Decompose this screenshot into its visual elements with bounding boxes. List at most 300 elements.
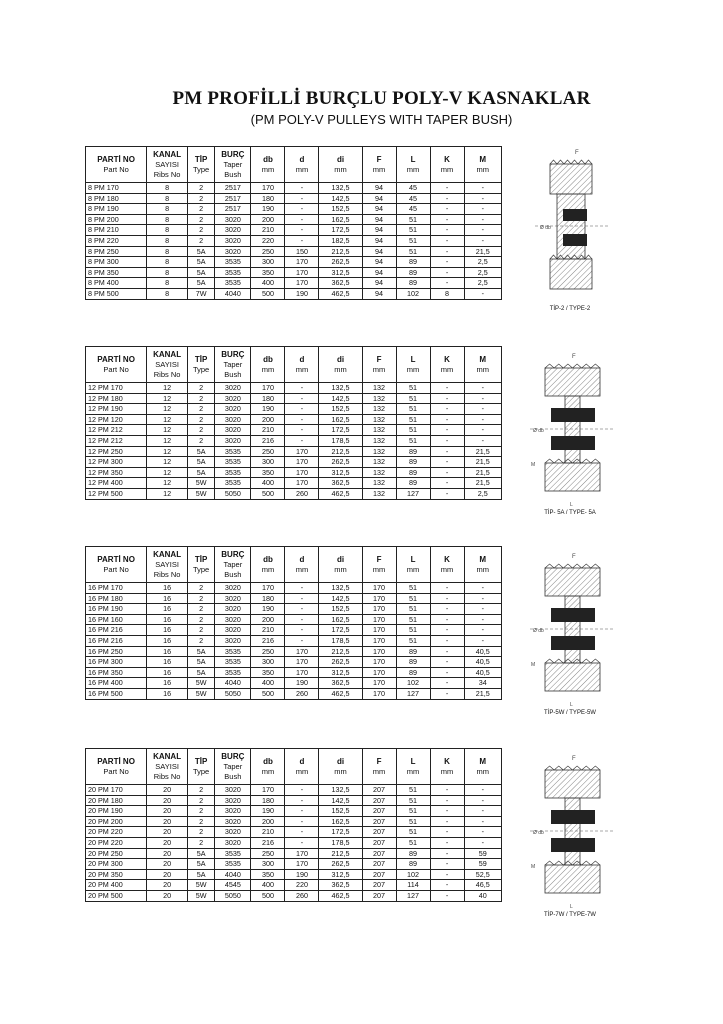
table-cell: 12: [147, 467, 188, 478]
cell-part-no: 8 PM 500: [86, 288, 147, 299]
table-cell: 3020: [215, 393, 251, 404]
table-cell: 4040: [215, 869, 251, 880]
table-cell: -: [285, 404, 319, 415]
table-cell: -: [430, 457, 464, 468]
table-cell: -: [430, 880, 464, 891]
table-cell: 5A: [188, 667, 215, 678]
diagram-caption: TİP- 5A / TYPE- 5A: [544, 510, 596, 516]
table-cell: 152,5: [319, 404, 362, 415]
header-m-label: M: [479, 554, 487, 564]
table-cell: 8: [430, 288, 464, 299]
table-cell: 12: [147, 446, 188, 457]
table-cell: 8: [147, 225, 188, 236]
table-cell: -: [430, 488, 464, 499]
table-cell: 132,5: [319, 785, 362, 796]
table-cell: 127: [396, 688, 430, 699]
table-cell: 162,5: [319, 214, 362, 225]
header-m: [464, 147, 501, 183]
table-cell: 162,5: [319, 414, 362, 425]
table-cell: -: [285, 183, 319, 194]
table-cell: 40,5: [464, 657, 501, 668]
table-row: [86, 246, 502, 257]
table-cell: 220: [285, 880, 319, 891]
header-bush: [215, 347, 251, 383]
table-cell: 250: [251, 848, 285, 859]
table-cell: -: [430, 848, 464, 859]
table-cell: 2: [188, 604, 215, 615]
pulley-drawing: [515, 750, 625, 910]
table-cell: -: [430, 604, 464, 615]
table-row: [86, 614, 502, 625]
header-di-line: mm: [334, 164, 347, 174]
table-cell: 89: [396, 657, 430, 668]
header-l: [396, 749, 430, 785]
table-cell: 102: [396, 288, 430, 299]
table-cell: 462,5: [319, 288, 362, 299]
header-l: [396, 547, 430, 583]
table-cell: 94: [362, 183, 396, 194]
table-cell: 89: [396, 457, 430, 468]
table-cell: -: [464, 288, 501, 299]
table-cell: 207: [362, 848, 396, 859]
cell-part-no: 16 PM 216: [86, 625, 147, 636]
table-cell: 5A: [188, 446, 215, 457]
table-cell: -: [464, 604, 501, 615]
pulley-diagram: [515, 348, 625, 516]
table-cell: 142,5: [319, 393, 362, 404]
header-ribs-line: Ribs No: [153, 771, 181, 781]
table-cell: 51: [396, 827, 430, 838]
table-cell: -: [430, 193, 464, 204]
table-cell: 20: [147, 816, 188, 827]
table-cell: 162,5: [319, 614, 362, 625]
table-cell: 170: [362, 635, 396, 646]
table-cell: 3020: [215, 246, 251, 257]
header-l-label: L: [410, 554, 416, 564]
header-bush: [215, 147, 251, 183]
table-cell: 190: [251, 204, 285, 215]
table-cell: 132,5: [319, 383, 362, 394]
table-cell: -: [464, 795, 501, 806]
header-type: [188, 347, 215, 383]
header-db: [251, 547, 285, 583]
table-cell: 200: [251, 414, 285, 425]
table-cell: 2: [188, 837, 215, 848]
table-cell: -: [285, 435, 319, 446]
header-bush-line: Taper: [223, 761, 243, 771]
header-ribs-line: SAYISI: [155, 359, 179, 369]
svg-text:L: L: [570, 502, 573, 508]
table-cell: 102: [396, 678, 430, 689]
table-cell: 3020: [215, 214, 251, 225]
table-cell: 12: [147, 414, 188, 425]
table-cell: 51: [396, 635, 430, 646]
table-cell: 3535: [215, 848, 251, 859]
table-cell: 5W: [188, 678, 215, 689]
cell-part-no: 8 PM 300: [86, 257, 147, 268]
table-cell: 212,5: [319, 646, 362, 657]
table-cell: -: [464, 625, 501, 636]
table-cell: 8: [147, 288, 188, 299]
table-cell: 300: [251, 457, 285, 468]
table-row: [86, 225, 502, 236]
cell-part-no: 8 PM 250: [86, 246, 147, 257]
header-type-label: TİP: [194, 154, 208, 164]
table-cell: 312,5: [319, 869, 362, 880]
table-cell: 20: [147, 785, 188, 796]
cell-part-no: 8 PM 170: [86, 183, 147, 194]
table-cell: 89: [396, 257, 430, 268]
table-cell: 2: [188, 635, 215, 646]
header-k-line: mm: [440, 364, 454, 374]
table-cell: 20: [147, 848, 188, 859]
table-row: [86, 848, 502, 859]
cell-part-no: 8 PM 190: [86, 204, 147, 215]
table-cell: -: [430, 785, 464, 796]
table-cell: -: [285, 214, 319, 225]
table-cell: 190: [285, 678, 319, 689]
table-cell: -: [285, 593, 319, 604]
table-cell: 170: [362, 625, 396, 636]
svg-text:F: F: [572, 354, 576, 360]
table-cell: 51: [396, 604, 430, 615]
table-cell: -: [285, 827, 319, 838]
table-cell: -: [285, 785, 319, 796]
table-cell: 170: [251, 183, 285, 194]
table-cell: 207: [362, 785, 396, 796]
table-cell: 362,5: [319, 880, 362, 891]
table-cell: 102: [396, 869, 430, 880]
diagram-caption: TİP-7W / TYPE-7W: [544, 912, 596, 918]
table-cell: 21,5: [464, 467, 501, 478]
table-cell: 300: [251, 657, 285, 668]
page-subtitle: (PM POLY-V PULLEYS WITH TAPER BUSH): [250, 112, 513, 127]
table-cell: 5050: [215, 688, 251, 699]
header-ribs: [147, 547, 188, 583]
header-di: [319, 147, 362, 183]
table-cell: 4040: [215, 678, 251, 689]
table-cell: 210: [251, 425, 285, 436]
table-cell: 3535: [215, 467, 251, 478]
header-type-line: Type: [192, 164, 210, 174]
table-cell: -: [285, 425, 319, 436]
header-ribs-label: KANAL: [153, 751, 182, 761]
table-cell: 51: [396, 235, 430, 246]
cell-part-no: 12 PM 212: [86, 435, 147, 446]
svg-text:Ø db: Ø db: [533, 428, 544, 434]
table-cell: 8: [147, 183, 188, 194]
table-cell: 170: [285, 646, 319, 657]
header-l-label: L: [410, 756, 416, 766]
header-f-label: F: [376, 154, 382, 164]
table-cell: 94: [362, 214, 396, 225]
table-cell: -: [464, 414, 501, 425]
table-cell: -: [430, 425, 464, 436]
table-cell: 210: [251, 625, 285, 636]
header-bush-line: Bush: [224, 169, 242, 179]
table-cell: 170: [362, 688, 396, 699]
table-cell: -: [285, 806, 319, 817]
header-bush-label: BURÇ: [221, 149, 245, 159]
table-cell: 45: [396, 204, 430, 215]
header-type-line: Type: [192, 564, 210, 574]
table-cell: -: [464, 816, 501, 827]
table-cell: 212,5: [319, 446, 362, 457]
table-row: [86, 583, 502, 594]
table-row: [86, 827, 502, 838]
table-cell: -: [464, 435, 501, 446]
table-cell: -: [430, 435, 464, 446]
table-cell: 350: [251, 267, 285, 278]
table-row: [86, 235, 502, 246]
table-row: [86, 446, 502, 457]
table-cell: 20: [147, 859, 188, 870]
table-cell: 7W: [188, 288, 215, 299]
header-l-label: L: [410, 354, 416, 364]
table-cell: -: [430, 806, 464, 817]
table-cell: -: [464, 383, 501, 394]
table-cell: 207: [362, 795, 396, 806]
table-cell: 8: [147, 193, 188, 204]
table-cell: 132,5: [319, 583, 362, 594]
header-l-line: mm: [406, 164, 420, 174]
header-di-line: mm: [334, 564, 347, 574]
table-cell: 200: [251, 214, 285, 225]
table-cell: 89: [396, 278, 430, 289]
table-cell: 207: [362, 890, 396, 901]
table-cell: 16: [147, 625, 188, 636]
cell-part-no: 16 PM 170: [86, 583, 147, 594]
header-k-label: K: [444, 354, 450, 364]
cell-part-no: 20 PM 220: [86, 827, 147, 838]
table-cell: 132: [362, 478, 396, 489]
header-part-no-label: PARTİ NO: [97, 554, 135, 564]
table-cell: 51: [396, 225, 430, 236]
header-k-line: mm: [440, 766, 454, 776]
table-cell: 51: [396, 214, 430, 225]
pulley-drawing: [515, 348, 625, 508]
table-cell: 5A: [188, 848, 215, 859]
table-cell: 170: [285, 446, 319, 457]
table-cell: 3020: [215, 625, 251, 636]
table-cell: 150: [285, 246, 319, 257]
header-di-label: di: [336, 756, 345, 766]
table-cell: 16: [147, 635, 188, 646]
table-cell: 170: [362, 667, 396, 678]
table-cell: 20: [147, 827, 188, 838]
table-cell: 3535: [215, 859, 251, 870]
table-row: [86, 404, 502, 415]
table-cell: 51: [396, 593, 430, 604]
table-cell: -: [430, 235, 464, 246]
table-cell: 127: [396, 488, 430, 499]
header-type-label: TİP: [194, 756, 208, 766]
header-m-line: mm: [476, 364, 490, 374]
header-type-label: TİP: [194, 354, 208, 364]
table-cell: 462,5: [319, 488, 362, 499]
table-cell: 20: [147, 890, 188, 901]
table-cell: 170: [251, 383, 285, 394]
header-part-no: [86, 347, 147, 383]
table-row: [86, 837, 502, 848]
table-cell: -: [285, 414, 319, 425]
header-db-line: mm: [261, 164, 275, 174]
table-cell: 89: [396, 859, 430, 870]
table-cell: -: [430, 225, 464, 236]
header-part-no-label: PARTİ NO: [97, 756, 135, 766]
table-cell: 16: [147, 657, 188, 668]
table-row: [86, 278, 502, 289]
header-ribs-line: Ribs No: [153, 169, 181, 179]
table-cell: 312,5: [319, 267, 362, 278]
table-cell: 262,5: [319, 457, 362, 468]
table-cell: 12: [147, 457, 188, 468]
header-di-line: mm: [334, 766, 347, 776]
table-cell: 51: [396, 625, 430, 636]
table-cell: 3020: [215, 583, 251, 594]
table-cell: 21,5: [464, 478, 501, 489]
table-cell: -: [430, 657, 464, 668]
table-cell: -: [430, 478, 464, 489]
table-cell: 262,5: [319, 859, 362, 870]
table-row: [86, 204, 502, 215]
table-cell: 190: [285, 288, 319, 299]
table-cell: -: [464, 235, 501, 246]
table-cell: -: [464, 827, 501, 838]
cell-part-no: 8 PM 200: [86, 214, 147, 225]
table-cell: 40,5: [464, 667, 501, 678]
header-d-line: mm: [295, 564, 309, 574]
table-cell: 5W: [188, 880, 215, 891]
table-cell: 262,5: [319, 257, 362, 268]
table-cell: 260: [285, 890, 319, 901]
table-cell: 12: [147, 435, 188, 446]
header-ribs: [147, 749, 188, 785]
table-cell: 400: [251, 478, 285, 489]
table-cell: 5A: [188, 467, 215, 478]
cell-part-no: 20 PM 200: [86, 816, 147, 827]
table-cell: 94: [362, 267, 396, 278]
cell-part-no: 16 PM 216: [86, 635, 147, 646]
table-cell: 500: [251, 288, 285, 299]
table-cell: 312,5: [319, 667, 362, 678]
header-part-no-line: Part No: [103, 164, 129, 174]
table-cell: 5A: [188, 457, 215, 468]
header-db-label: db: [263, 554, 273, 564]
table-cell: 2: [188, 435, 215, 446]
table-cell: 8: [147, 246, 188, 257]
table-cell: 3020: [215, 604, 251, 615]
table-cell: 172,5: [319, 827, 362, 838]
table-cell: 3535: [215, 646, 251, 657]
table-cell: 2: [188, 785, 215, 796]
header-part-no-label: PARTİ NO: [97, 154, 135, 164]
header-m-label: M: [479, 154, 487, 164]
table-cell: 3535: [215, 446, 251, 457]
table-cell: 260: [285, 488, 319, 499]
cell-part-no: 8 PM 220: [86, 235, 147, 246]
table-cell: 2: [188, 795, 215, 806]
table-cell: 212,5: [319, 848, 362, 859]
header-f-label: F: [376, 354, 382, 364]
table-cell: 51: [396, 785, 430, 796]
header-part-no: [86, 147, 147, 183]
table-cell: -: [430, 246, 464, 257]
table-cell: 132: [362, 393, 396, 404]
table-cell: 3020: [215, 383, 251, 394]
table-cell: 190: [251, 404, 285, 415]
table-cell: 3020: [215, 837, 251, 848]
table-cell: 5050: [215, 890, 251, 901]
header-di-label: di: [336, 154, 345, 164]
table-cell: 5A: [188, 869, 215, 880]
header-l-label: L: [410, 154, 416, 164]
header-di: [319, 347, 362, 383]
cell-part-no: 20 PM 500: [86, 890, 147, 901]
header-m-label: M: [479, 354, 487, 364]
table-cell: 3535: [215, 278, 251, 289]
spec-table: [85, 546, 502, 700]
table-cell: 5W: [188, 890, 215, 901]
header-di-line: mm: [334, 364, 347, 374]
header-bush-label: BURÇ: [221, 349, 245, 359]
table-cell: 21,5: [464, 446, 501, 457]
table-cell: 462,5: [319, 688, 362, 699]
header-l: [396, 347, 430, 383]
table-row: [86, 183, 502, 194]
table-row: [86, 880, 502, 891]
table-cell: -: [464, 837, 501, 848]
table-row: [86, 859, 502, 870]
table-row: [86, 383, 502, 394]
diagram-caption: TİP-5W / TYPE-5W: [544, 710, 596, 716]
table-cell: 180: [251, 193, 285, 204]
cell-part-no: 16 PM 500: [86, 688, 147, 699]
table-cell: 250: [251, 246, 285, 257]
table-cell: 3020: [215, 635, 251, 646]
table-cell: 94: [362, 246, 396, 257]
table-cell: 207: [362, 880, 396, 891]
table-cell: 178,5: [319, 635, 362, 646]
table-cell: 132: [362, 414, 396, 425]
cell-part-no: 20 PM 350: [86, 869, 147, 880]
table-cell: 4545: [215, 880, 251, 891]
table-cell: -: [464, 193, 501, 204]
svg-text:Ø db: Ø db: [533, 830, 544, 836]
table-cell: 8: [147, 214, 188, 225]
table-row: [86, 288, 502, 299]
header-row: [86, 147, 502, 183]
svg-text:Ø db: Ø db: [533, 628, 544, 634]
table-cell: 8: [147, 267, 188, 278]
table-row: [86, 678, 502, 689]
header-k: [430, 749, 464, 785]
table-cell: 21,5: [464, 688, 501, 699]
table-cell: 2,5: [464, 267, 501, 278]
table-cell: 500: [251, 890, 285, 901]
table-cell: 2: [188, 183, 215, 194]
table-cell: 127: [396, 890, 430, 901]
table-cell: 2: [188, 193, 215, 204]
table-row: [86, 257, 502, 268]
table-cell: -: [430, 688, 464, 699]
header-type-line: Type: [192, 766, 210, 776]
table-cell: 51: [396, 425, 430, 436]
table-cell: 2: [188, 425, 215, 436]
table-row: [86, 193, 502, 204]
header-row: [86, 547, 502, 583]
table-cell: 152,5: [319, 806, 362, 817]
